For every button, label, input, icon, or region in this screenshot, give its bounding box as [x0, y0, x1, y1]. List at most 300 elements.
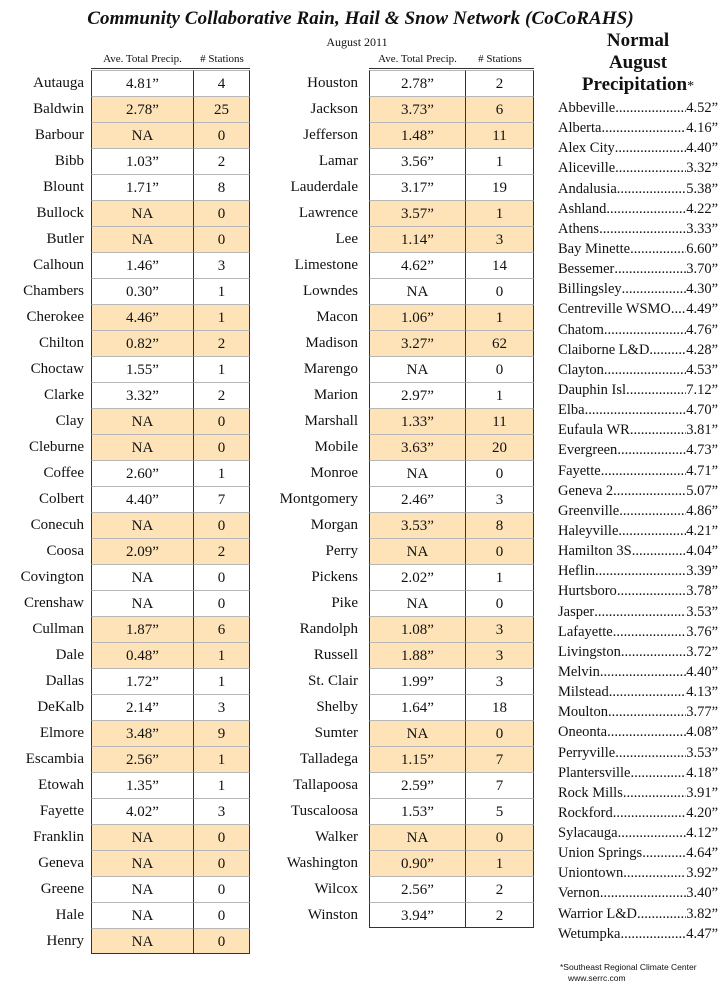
station-count: 0: [466, 590, 534, 616]
station-count: 1: [466, 304, 534, 330]
county-name: Conecuh: [30, 517, 84, 533]
normal-value: 4.30”: [686, 281, 718, 298]
station-name: Heflin: [558, 563, 596, 580]
precip-value: 3.73”: [369, 96, 466, 122]
list-item: [558, 843, 718, 863]
precip-value: 3.56”: [369, 148, 466, 174]
precip-value: 3.94”: [369, 902, 466, 928]
station-name: Evergreen: [558, 442, 618, 459]
station-name: Greenville: [558, 502, 620, 519]
normal-precip-title: [563, 30, 713, 98]
station-count: 3: [194, 798, 250, 824]
station-name: Haleyville: [558, 522, 619, 539]
normal-value: 4.64”: [686, 845, 718, 862]
precip-value: 4.46”: [91, 304, 194, 330]
list-item: [558, 440, 718, 460]
list-item: [558, 279, 718, 299]
station-name: Livingston: [558, 643, 621, 660]
list-item: [558, 883, 718, 903]
precip-value: 2.56”: [91, 746, 194, 772]
station-name: Plantersville: [558, 764, 631, 781]
precip-value: 3.17”: [369, 174, 466, 200]
county-name: DeKalb: [37, 699, 84, 715]
normal-title-line1: Normal: [606, 30, 670, 51]
station-count: 25: [194, 96, 250, 122]
station-count: 2: [194, 382, 250, 408]
precip-value: 2.14”: [91, 694, 194, 720]
station-name: Alberta: [558, 120, 602, 137]
normal-value: 5.07”: [686, 482, 718, 499]
list-item: [558, 541, 718, 561]
county-name: Montgomery: [279, 491, 358, 507]
county-name: Coffee: [43, 465, 84, 481]
list-item: [558, 763, 718, 783]
precip-value: 1.08”: [369, 616, 466, 642]
station-count: 0: [194, 200, 250, 226]
precip-value: 0.82”: [91, 330, 194, 356]
station-count: 1: [194, 772, 250, 798]
county-name: Lamar: [318, 153, 358, 169]
station-count: 0: [194, 850, 250, 876]
dot-leader: [615, 98, 686, 118]
normal-value: 3.53”: [686, 744, 718, 761]
county-name: Jefferson: [303, 127, 358, 143]
station-count: 6: [466, 96, 534, 122]
list-item: [558, 360, 718, 380]
station-count: 0: [194, 902, 250, 928]
county-name: Chilton: [38, 335, 84, 351]
dot-leader: [585, 400, 687, 420]
county-name: Morgan: [310, 517, 358, 533]
list-item: [558, 924, 718, 944]
normal-value: 4.20”: [686, 804, 718, 821]
county-name: Cherokee: [26, 309, 84, 325]
station-name: Aliceville: [558, 160, 616, 177]
precip-value: 2.59”: [369, 772, 466, 798]
station-name: Vernon: [558, 885, 600, 902]
county-name: Limestone: [294, 257, 358, 273]
station-name: Bessemer: [558, 261, 615, 278]
station-count: 0: [194, 564, 250, 590]
county-name: St. Clair: [307, 673, 358, 689]
list-item: [558, 299, 718, 319]
station-count: 18: [466, 694, 534, 720]
normal-value: 4.52”: [686, 100, 718, 116]
station-count: 1: [194, 460, 250, 486]
normal-value: 3.78”: [686, 583, 718, 600]
precip-value: 1.14”: [369, 226, 466, 252]
precip-value: 1.15”: [369, 746, 466, 772]
normal-value: 4.49”: [686, 301, 718, 318]
dot-leader: [623, 863, 686, 883]
precip-value: NA: [91, 564, 194, 590]
precip-value: 1.03”: [91, 148, 194, 174]
county-name: Madison: [305, 335, 358, 351]
dot-leader: [618, 521, 686, 541]
normal-value: 4.22”: [686, 200, 718, 217]
precip-value: 0.90”: [369, 850, 466, 876]
normal-value: 4.21”: [686, 522, 718, 539]
station-name: Rock Mills: [558, 784, 623, 801]
county-name: Clay: [55, 413, 84, 429]
county-name: Wilcox: [314, 881, 358, 897]
county-name: Cullman: [32, 621, 84, 637]
station-count: 1: [194, 356, 250, 382]
dot-leader: [594, 602, 686, 622]
county-name: Crenshaw: [24, 595, 84, 611]
station-name: Rockford: [558, 804, 613, 821]
footer-url: www.serrc.com: [568, 973, 626, 983]
county-name: Marengo: [303, 361, 358, 377]
station-count: 20: [466, 434, 534, 460]
county-name: Shelby: [316, 699, 358, 715]
list-item: [558, 158, 718, 178]
list-item: [558, 239, 718, 259]
station-count: 0: [194, 226, 250, 252]
county-name: Choctaw: [30, 361, 84, 377]
county-name: Colbert: [39, 491, 84, 507]
list-item: [558, 561, 718, 581]
station-name: Bay Minette: [558, 240, 631, 257]
station-count: 0: [466, 356, 534, 382]
station-count: 1: [466, 148, 534, 174]
dot-leader: [601, 118, 686, 138]
normal-value: 3.77”: [686, 704, 718, 721]
precip-value: NA: [91, 512, 194, 538]
dot-leader: [617, 581, 686, 601]
station-count: 8: [194, 174, 250, 200]
county-name: Fayette: [39, 803, 84, 819]
dot-leader: [600, 662, 686, 682]
precip-value: NA: [91, 122, 194, 148]
precip-value: 4.81”: [91, 70, 194, 96]
station-count: 0: [194, 122, 250, 148]
county-name: Blount: [43, 179, 84, 195]
station-name: Ashland: [558, 200, 607, 217]
county-name: Marshall: [304, 413, 358, 429]
station-name: Andalusia: [558, 180, 617, 197]
county-name: Jackson: [310, 101, 358, 117]
county-name: Hale: [55, 907, 84, 923]
precip-value: 1.33”: [369, 408, 466, 434]
county-name: Autauga: [33, 75, 84, 91]
normal-value: 4.71”: [686, 462, 718, 479]
county-name: Walker: [315, 829, 358, 845]
dot-leader: [617, 179, 686, 199]
county-name: Sumter: [314, 725, 358, 741]
precip-value: 1.71”: [91, 174, 194, 200]
county-name: Lauderdale: [290, 179, 358, 195]
list-item: [558, 803, 718, 823]
list-item: [558, 420, 718, 440]
dot-leader: [615, 743, 686, 763]
normal-value: 3.32”: [686, 160, 718, 177]
station-count: 0: [194, 434, 250, 460]
list-item: [558, 642, 718, 662]
normal-value: 4.70”: [686, 402, 718, 419]
station-count: 2: [194, 538, 250, 564]
precip-value: 4.40”: [91, 486, 194, 512]
station-name: Chatom: [558, 321, 604, 338]
precip-value: NA: [91, 876, 194, 902]
normal-value: 4.40”: [686, 140, 718, 157]
dot-leader: [630, 380, 687, 400]
station-name: Geneva 2: [558, 482, 614, 499]
station-count: 0: [466, 824, 534, 850]
dot-leader: [613, 622, 686, 642]
normal-value: 7.12”: [686, 381, 718, 398]
station-count: 0: [194, 408, 250, 434]
list-item: [558, 340, 718, 360]
station-count: 1: [194, 668, 250, 694]
county-name: Butler: [46, 231, 84, 247]
station-name: Eufaula WR: [558, 422, 630, 439]
normal-value: 4.76”: [686, 321, 718, 338]
county-name: Calhoun: [33, 257, 84, 273]
county-name: Pickens: [311, 569, 358, 585]
dot-leader: [614, 259, 686, 279]
normal-value: 4.53”: [686, 361, 718, 378]
county-name: Tuscaloosa: [291, 803, 358, 819]
county-name: Dallas: [45, 673, 84, 689]
right-precip-header: Ave. Total Precip.: [369, 52, 466, 69]
precip-value: NA: [91, 226, 194, 252]
dot-leader: [671, 299, 686, 319]
station-count: 4: [194, 70, 250, 96]
station-count: 0: [466, 538, 534, 564]
normal-value: 4.16”: [686, 120, 718, 137]
dot-leader: [637, 904, 686, 924]
list-item: [558, 118, 718, 138]
list-item: [558, 662, 718, 682]
normal-value: 3.70”: [686, 261, 718, 278]
county-name: Pike: [331, 595, 358, 611]
station-name: Fayette: [558, 462, 601, 479]
footer-source-text: *Southeast Regional Climate Center: [560, 962, 697, 972]
precip-value: NA: [91, 434, 194, 460]
dot-leader: [642, 843, 686, 863]
county-name: Franklin: [33, 829, 84, 845]
list-item: [558, 863, 718, 883]
precip-value: 3.27”: [369, 330, 466, 356]
report-month: August 2011: [326, 35, 388, 49]
station-count: 3: [194, 252, 250, 278]
normal-title-mark: *: [687, 79, 695, 94]
normal-value: 3.53”: [686, 603, 718, 620]
precip-value: 1.88”: [369, 642, 466, 668]
list-item: [558, 743, 718, 763]
station-count: 14: [466, 252, 534, 278]
normal-value: 3.33”: [686, 220, 718, 237]
county-name: Coosa: [46, 543, 84, 559]
precip-value: 1.72”: [91, 668, 194, 694]
dot-leader: [630, 420, 686, 440]
dot-leader: [623, 783, 686, 803]
precip-value: 3.32”: [91, 382, 194, 408]
county-name: Etowah: [38, 777, 84, 793]
dot-leader: [649, 340, 686, 360]
precip-value: NA: [91, 408, 194, 434]
station-count: 3: [466, 616, 534, 642]
precip-value: 2.09”: [91, 538, 194, 564]
normal-value: 6.60”: [686, 240, 718, 257]
station-count: 9: [194, 720, 250, 746]
list-item: [558, 581, 718, 601]
precip-value: NA: [91, 200, 194, 226]
county-name: Perry: [325, 543, 358, 559]
precip-value: NA: [369, 460, 466, 486]
station-name: Union Springs: [558, 845, 643, 862]
normal-value: 4.12”: [686, 825, 718, 842]
county-name: Escambia: [25, 751, 84, 767]
county-name: Winston: [307, 907, 358, 923]
dot-leader: [632, 541, 686, 561]
station-count: 0: [466, 460, 534, 486]
county-name: Talladega: [299, 751, 358, 767]
normal-value: 4.08”: [686, 724, 718, 741]
normal-value: 3.40”: [686, 885, 718, 902]
station-name: Warrior L&D: [558, 905, 637, 922]
precip-value: NA: [369, 278, 466, 304]
county-name: Washington: [286, 855, 358, 871]
precip-value: 2.46”: [369, 486, 466, 512]
dot-leader: [600, 883, 686, 903]
county-name: Baldwin: [33, 101, 84, 117]
normal-value: 4.13”: [686, 684, 718, 701]
station-count: 1: [194, 304, 250, 330]
list-item: [558, 380, 718, 400]
dot-leader: [621, 642, 686, 662]
precip-value: NA: [369, 720, 466, 746]
normal-value: 3.39”: [686, 563, 718, 580]
station-count: 2: [194, 330, 250, 356]
dot-leader: [618, 823, 687, 843]
page-title: Community Collaborative Rain, Hail & Snow Network (CoCoRAHS): [87, 8, 634, 29]
normal-value: 4.47”: [686, 925, 718, 942]
normal-value: 4.40”: [686, 663, 718, 680]
precip-value: NA: [369, 538, 466, 564]
precip-value: 1.35”: [91, 772, 194, 798]
list-item: [558, 461, 718, 481]
county-name: Clarke: [44, 387, 84, 403]
county-name: Mobile: [314, 439, 358, 455]
station-count: 0: [466, 278, 534, 304]
precip-value: NA: [91, 928, 194, 954]
station-count: 1: [466, 850, 534, 876]
normal-value: 4.04”: [686, 543, 718, 560]
station-count: 0: [194, 590, 250, 616]
station-count: 11: [466, 408, 534, 434]
list-item: [558, 783, 718, 803]
station-count: 7: [194, 486, 250, 512]
station-count: 19: [466, 174, 534, 200]
list-item: [558, 259, 718, 279]
left-stations-header: # Stations: [194, 52, 250, 69]
county-name: Cleburne: [29, 439, 84, 455]
precip-value: 3.48”: [91, 720, 194, 746]
precip-value: 2.60”: [91, 460, 194, 486]
station-count: 11: [466, 122, 534, 148]
normal-title-line3: Precipitation: [581, 74, 688, 95]
left-precip-header: Ave. Total Precip.: [91, 52, 194, 69]
precip-value: 3.53”: [369, 512, 466, 538]
county-name: Randolph: [299, 621, 358, 637]
precip-value: 1.06”: [369, 304, 466, 330]
list-item: [558, 602, 718, 622]
precip-value: 1.48”: [369, 122, 466, 148]
list-item: [558, 400, 718, 420]
list-item: [558, 98, 718, 118]
precip-value: 1.99”: [369, 668, 466, 694]
station-name: Dauphin Isl.: [558, 381, 630, 398]
station-name: Billingsley: [558, 281, 622, 298]
normal-value: 4.28”: [686, 341, 718, 358]
station-name: Moulton: [558, 704, 608, 721]
station-name: Centreville WSMO: [558, 301, 671, 318]
dot-leader: [606, 199, 686, 219]
list-item: [558, 702, 718, 722]
station-count: 2: [194, 148, 250, 174]
station-name: Alex City: [558, 140, 615, 157]
list-item: [558, 481, 718, 501]
county-name: Macon: [316, 309, 358, 325]
county-name: Chambers: [23, 283, 84, 299]
list-item: [558, 179, 718, 199]
dot-leader: [608, 702, 686, 722]
dot-leader: [613, 481, 686, 501]
station-count: 2: [466, 902, 534, 928]
station-name: Melvin: [558, 663, 600, 680]
station-count: 3: [194, 694, 250, 720]
station-count: 3: [466, 226, 534, 252]
normal-value: 4.73”: [686, 442, 718, 459]
county-name: Greene: [40, 881, 84, 897]
station-count: 0: [194, 824, 250, 850]
station-count: 1: [194, 278, 250, 304]
list-item: [558, 199, 718, 219]
station-name: Abbeville: [558, 100, 616, 116]
dot-leader: [620, 924, 686, 944]
precip-value: 1.53”: [369, 798, 466, 824]
station-count: 1: [194, 642, 250, 668]
list-item: [558, 722, 718, 742]
station-count: 2: [466, 70, 534, 96]
precip-value: 0.30”: [91, 278, 194, 304]
normal-title-line2: August: [608, 52, 668, 73]
station-name: Clayton: [558, 361, 604, 378]
county-name: Dale: [55, 647, 84, 663]
station-count: 8: [466, 512, 534, 538]
dot-leader: [622, 279, 687, 299]
precip-value: NA: [91, 850, 194, 876]
normal-value: 4.18”: [686, 764, 718, 781]
precip-value: 1.55”: [91, 356, 194, 382]
dot-leader: [604, 320, 686, 340]
precip-value: NA: [369, 590, 466, 616]
list-item: [558, 823, 718, 843]
station-count: 7: [466, 772, 534, 798]
station-name: Wetumpka: [558, 925, 621, 942]
dot-leader: [630, 239, 686, 259]
station-count: 1: [466, 200, 534, 226]
station-count: 6: [194, 616, 250, 642]
precip-value: 4.62”: [369, 252, 466, 278]
county-name: Bibb: [54, 153, 84, 169]
normal-value: 3.91”: [686, 784, 718, 801]
county-name: Lawrence: [298, 205, 358, 221]
list-item: [558, 521, 718, 541]
precip-value: 2.02”: [369, 564, 466, 590]
